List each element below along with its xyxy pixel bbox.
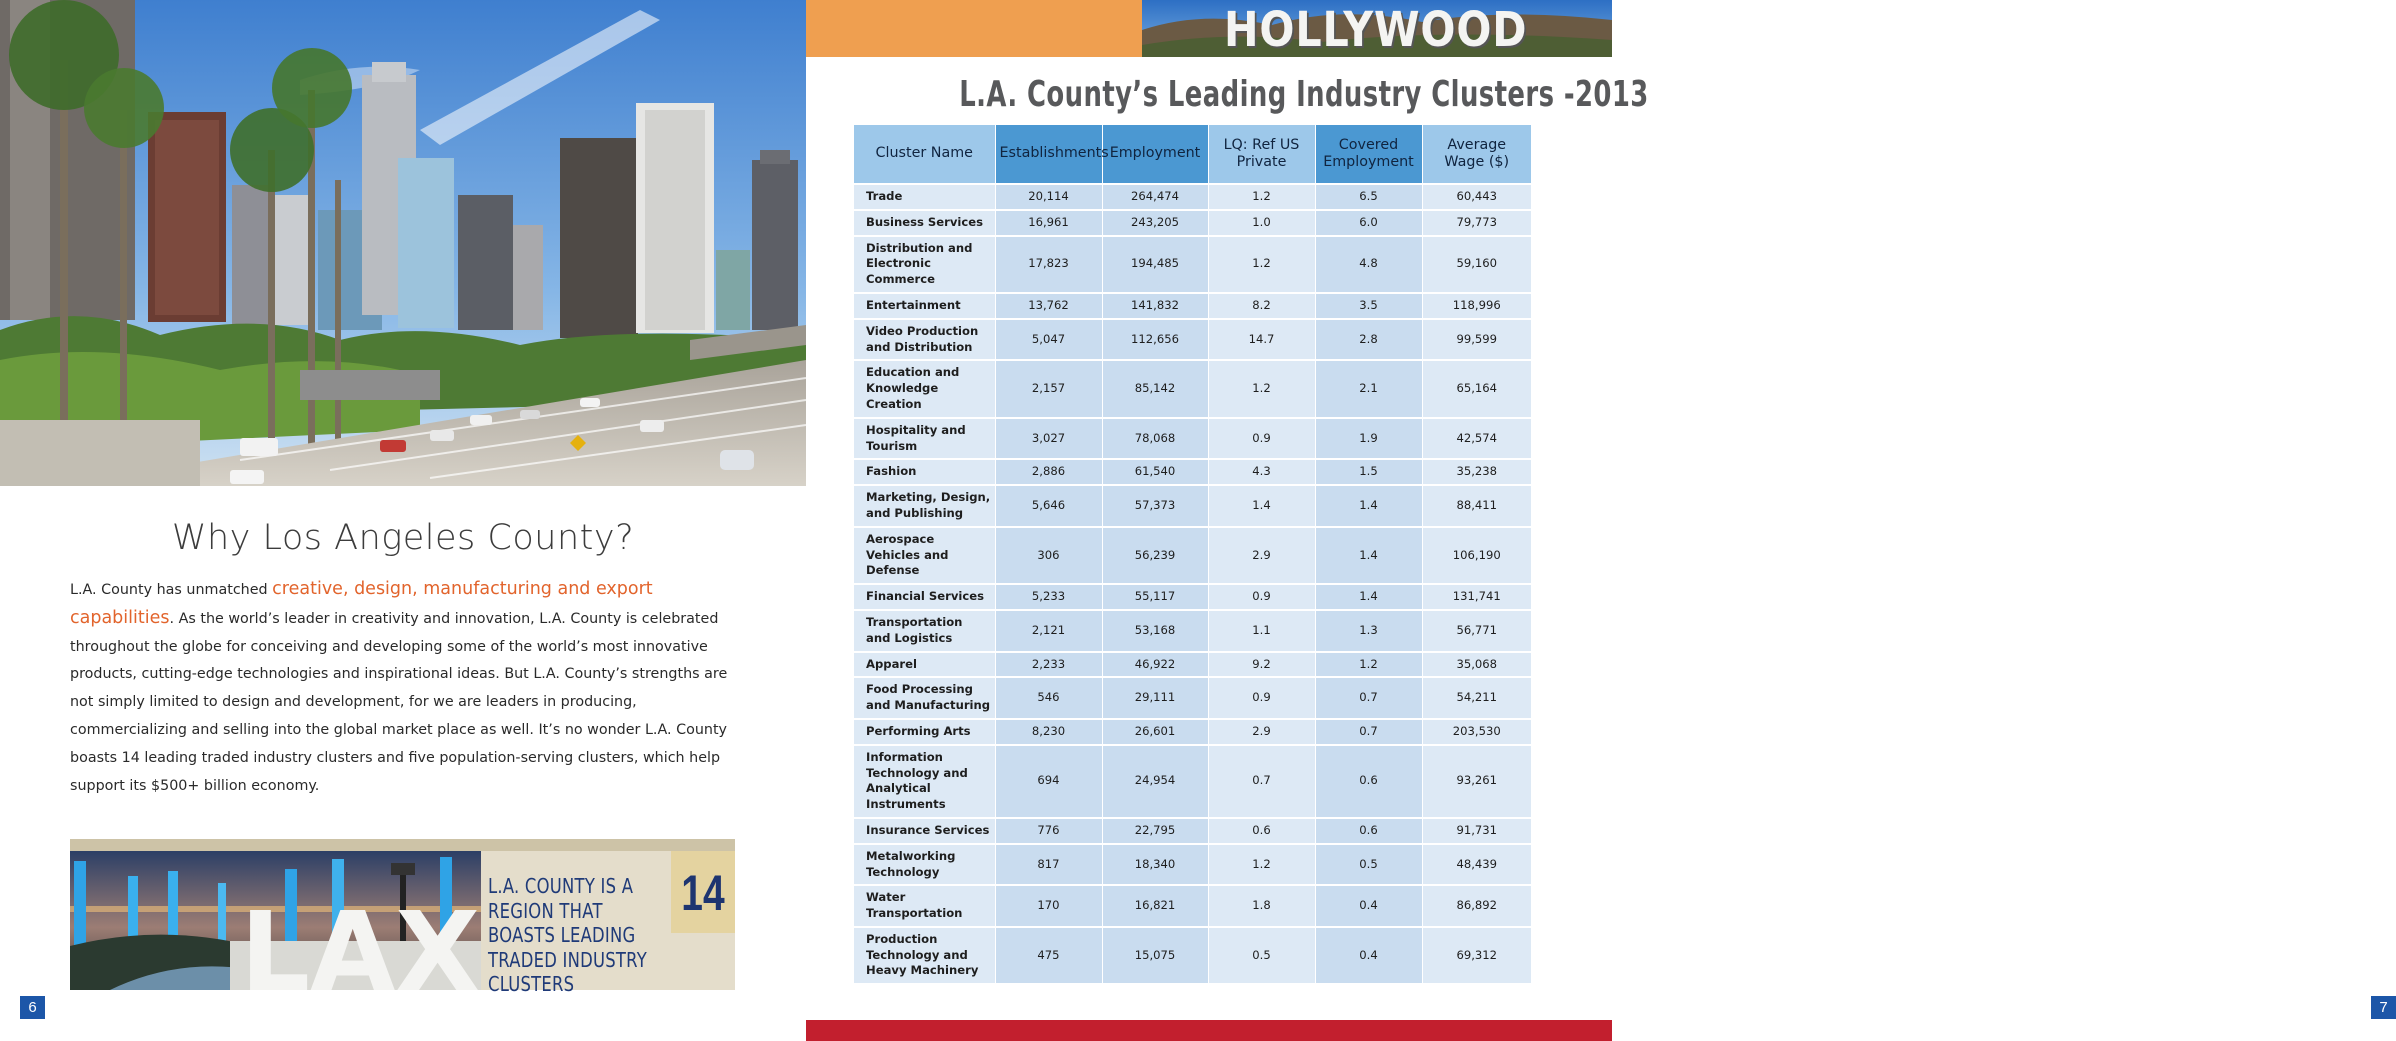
- table-cell: 6.5: [1315, 184, 1422, 210]
- table-title: L.A. County’s Leading Industry Clusters -2013: [959, 74, 1649, 115]
- cluster-name-cell: Video Production and Distribution: [854, 319, 995, 361]
- table-cell: 16,961: [995, 210, 1102, 236]
- table-cell: 53,168: [1102, 610, 1208, 652]
- table-cell: 9.2: [1208, 652, 1315, 678]
- table-cell: 194,485: [1102, 236, 1208, 293]
- banner-top-strip: [70, 839, 735, 851]
- table-cell: 1.5: [1315, 459, 1422, 485]
- table-row: [854, 459, 1531, 485]
- intro-body-text: . As the world’s leader in creativity and innovation, L.A. County is celebrated throughout the globe for conceiving and developing some of the world’s most innovative products, cutting-edge technologies and inspirational ideas. But L.A. County’s strengths are not simply limited to design and development, for we are leaders in producing, commercializing and selling into the global market place as well. It’s no wonder L.A. County boasts 14 leading traded industry clusters and five population-serving clusters, which help support its $500+ billion economy.: [70, 610, 728, 794]
- column-header: Average Wage ($): [1422, 125, 1531, 184]
- cluster-name-cell: Marketing, Design, and Publishing: [854, 485, 995, 527]
- table-cell: 16,821: [1102, 885, 1208, 927]
- table-cell: 1.2: [1315, 652, 1422, 678]
- table-row: [854, 677, 1531, 719]
- table-cell: 0.6: [1315, 818, 1422, 844]
- table-cell: 4.3: [1208, 459, 1315, 485]
- cluster-name-cell: Information Technology and Analytical Instruments: [854, 745, 995, 818]
- table-cell: 6.0: [1315, 210, 1422, 236]
- table-cell: 29,111: [1102, 677, 1208, 719]
- cluster-name-cell: Insurance Services: [854, 818, 995, 844]
- table-cell: 55,117: [1102, 584, 1208, 610]
- table-row: [854, 610, 1531, 652]
- cluster-name-cell: Entertainment: [854, 293, 995, 319]
- table-row: [854, 584, 1531, 610]
- table-cell: 2.9: [1208, 527, 1315, 584]
- table-cell: 0.7: [1208, 745, 1315, 818]
- table-cell: 1.4: [1315, 527, 1422, 584]
- table-cell: 42,574: [1422, 418, 1531, 460]
- cluster-name-cell: Water Transportation: [854, 885, 995, 927]
- table-cell: 2.1: [1315, 360, 1422, 417]
- industry-clusters-table: [854, 125, 1531, 983]
- table-row: [854, 485, 1531, 527]
- table-cell: 546: [995, 677, 1102, 719]
- cluster-name-cell: Transportation and Logistics: [854, 610, 995, 652]
- table-cell: 13,762: [995, 293, 1102, 319]
- table-cell: 306: [995, 527, 1102, 584]
- table-row: [854, 184, 1531, 210]
- table-row: [854, 360, 1531, 417]
- table-row: [854, 844, 1531, 886]
- cluster-name-cell: Business Services: [854, 210, 995, 236]
- table-cell: 1.4: [1208, 485, 1315, 527]
- hollywood-sign-photo: [1142, 0, 1612, 57]
- table-cell: 20,114: [995, 184, 1102, 210]
- cluster-name-cell: Fashion: [854, 459, 995, 485]
- table-row: [854, 745, 1531, 818]
- cluster-name-cell: Production Technology and Heavy Machinery: [854, 927, 995, 983]
- table-cell: 1.4: [1315, 584, 1422, 610]
- table-cell: 694: [995, 745, 1102, 818]
- table-cell: 2,157: [995, 360, 1102, 417]
- table-cell: 22,795: [1102, 818, 1208, 844]
- left-page: [0, 0, 806, 1041]
- table-cell: 264,474: [1102, 184, 1208, 210]
- cluster-name-cell: Education and Knowledge Creation: [854, 360, 995, 417]
- table-cell: 54,211: [1422, 677, 1531, 719]
- table-cell: 14.7: [1208, 319, 1315, 361]
- table-cell: 24,954: [1102, 745, 1208, 818]
- table-cell: 817: [995, 844, 1102, 886]
- column-header: Cluster Name: [854, 125, 995, 184]
- cluster-name-cell: Hospitality and Tourism: [854, 418, 995, 460]
- table-cell: 1.2: [1208, 236, 1315, 293]
- table-cell: 8,230: [995, 719, 1102, 745]
- table-cell: 1.2: [1208, 360, 1315, 417]
- table-cell: 79,773: [1422, 210, 1531, 236]
- column-header: LQ: Ref US Private: [1208, 125, 1315, 184]
- table-cell: 57,373: [1102, 485, 1208, 527]
- table-cell: 0.9: [1208, 584, 1315, 610]
- table-header-row: [854, 125, 1531, 184]
- lax-sign-photo: [70, 851, 481, 1016]
- table-cell: 93,261: [1422, 745, 1531, 818]
- table-cell: 2.8: [1315, 319, 1422, 361]
- table-row: [854, 293, 1531, 319]
- downtown-la-skyline-photo: [0, 0, 806, 486]
- table-cell: 2.9: [1208, 719, 1315, 745]
- cluster-name-cell: Metalworking Technology: [854, 844, 995, 886]
- right-page: [806, 0, 2388, 1041]
- cluster-name-cell: Food Processing and Manufacturing: [854, 677, 995, 719]
- table-row: [854, 927, 1531, 983]
- table-cell: 35,238: [1422, 459, 1531, 485]
- table-row: [854, 652, 1531, 678]
- banner-number: 14: [681, 865, 725, 921]
- table-row: [854, 210, 1531, 236]
- table-cell: 112,656: [1102, 319, 1208, 361]
- table-body: [854, 184, 1531, 983]
- intro-paragraph: [70, 576, 740, 800]
- table-cell: 1.8: [1208, 885, 1315, 927]
- table-row: [854, 885, 1531, 927]
- table-cell: 0.6: [1315, 745, 1422, 818]
- cluster-name-cell: Distribution and Electronic Commerce: [854, 236, 995, 293]
- table-cell: 1.2: [1208, 184, 1315, 210]
- table-cell: 86,892: [1422, 885, 1531, 927]
- table-cell: 99,599: [1422, 319, 1531, 361]
- table-cell: 1.4: [1315, 485, 1422, 527]
- table-cell: 2,121: [995, 610, 1102, 652]
- table-cell: 1.3: [1315, 610, 1422, 652]
- table-cell: 106,190: [1422, 527, 1531, 584]
- table-cell: 0.9: [1208, 677, 1315, 719]
- table-row: [854, 319, 1531, 361]
- table-cell: 3,027: [995, 418, 1102, 460]
- table-cell: 60,443: [1422, 184, 1531, 210]
- table-cell: 69,312: [1422, 927, 1531, 983]
- cluster-name-cell: Financial Services: [854, 584, 995, 610]
- table-cell: 203,530: [1422, 719, 1531, 745]
- table-cell: 85,142: [1102, 360, 1208, 417]
- table-row: [854, 236, 1531, 293]
- table-cell: 18,340: [1102, 844, 1208, 886]
- table-cell: 0.6: [1208, 818, 1315, 844]
- table-cell: 0.4: [1315, 927, 1422, 983]
- table-cell: 5,233: [995, 584, 1102, 610]
- table-cell: 1.2: [1208, 844, 1315, 886]
- table-cell: 4.8: [1315, 236, 1422, 293]
- table-cell: 0.7: [1315, 677, 1422, 719]
- column-header: Establishments: [995, 125, 1102, 184]
- page-number-right: 7: [2371, 996, 2396, 1019]
- page-title: Why Los Angeles County?: [171, 518, 635, 558]
- table-cell: 2,886: [995, 459, 1102, 485]
- table-cell: 56,239: [1102, 527, 1208, 584]
- table-cell: 48,439: [1422, 844, 1531, 886]
- table-cell: 141,832: [1102, 293, 1208, 319]
- table-cell: 61,540: [1102, 459, 1208, 485]
- cluster-name-cell: Apparel: [854, 652, 995, 678]
- table-cell: 1.0: [1208, 210, 1315, 236]
- table-row: [854, 527, 1531, 584]
- lax-sign-letters: LAX: [240, 888, 481, 1016]
- table-cell: 26,601: [1102, 719, 1208, 745]
- table-cell: 3.5: [1315, 293, 1422, 319]
- table-cell: 91,731: [1422, 818, 1531, 844]
- table-cell: 0.9: [1208, 418, 1315, 460]
- table-row: [854, 418, 1531, 460]
- table-cell: 170: [995, 885, 1102, 927]
- table-cell: 0.5: [1208, 927, 1315, 983]
- table-cell: 0.7: [1315, 719, 1422, 745]
- table-cell: 17,823: [995, 236, 1102, 293]
- table-cell: 1.9: [1315, 418, 1422, 460]
- table-cell: 59,160: [1422, 236, 1531, 293]
- table-cell: 35,068: [1422, 652, 1531, 678]
- lax-banner: [70, 839, 735, 1016]
- table-cell: 5,646: [995, 485, 1102, 527]
- table-cell: 776: [995, 818, 1102, 844]
- banner-number-box: [671, 851, 735, 933]
- table-cell: 131,741: [1422, 584, 1531, 610]
- table-cell: 56,771: [1422, 610, 1531, 652]
- hollywood-sign-letters: HOLLYWOOD: [1224, 2, 1528, 58]
- table-cell: 243,205: [1102, 210, 1208, 236]
- table-cell: 46,922: [1102, 652, 1208, 678]
- intro-highlight-text: creative, design, manufacturing and export capabilities: [70, 579, 653, 628]
- table-cell: 0.5: [1315, 844, 1422, 886]
- table-cell: 118,996: [1422, 293, 1531, 319]
- table-cell: 5,047: [995, 319, 1102, 361]
- column-header: Covered Employment: [1315, 125, 1422, 184]
- table-cell: 0.4: [1315, 885, 1422, 927]
- banner-caption: L.A. COUNTY IS A REGION THAT BOASTS LEADING TRADED INDUSTRY CLUSTERS: [488, 874, 648, 996]
- orange-header-bar: [806, 0, 1142, 57]
- table-cell: 2,233: [995, 652, 1102, 678]
- cluster-name-cell: Aerospace Vehicles and Defense: [854, 527, 995, 584]
- table-row: [854, 818, 1531, 844]
- table-cell: 88,411: [1422, 485, 1531, 527]
- cluster-name-cell: Performing Arts: [854, 719, 995, 745]
- intro-lead-text: L.A. County has unmatched: [70, 582, 273, 598]
- table-row: [854, 719, 1531, 745]
- table-cell: 1.1: [1208, 610, 1315, 652]
- table-cell: 8.2: [1208, 293, 1315, 319]
- cluster-name-cell: Trade: [854, 184, 995, 210]
- table-cell: 15,075: [1102, 927, 1208, 983]
- table-cell: 475: [995, 927, 1102, 983]
- column-header: Employment: [1102, 125, 1208, 184]
- red-footer-bar: [806, 1020, 1612, 1041]
- page-number-left: 6: [20, 996, 45, 1019]
- table-cell: 65,164: [1422, 360, 1531, 417]
- table-cell: 78,068: [1102, 418, 1208, 460]
